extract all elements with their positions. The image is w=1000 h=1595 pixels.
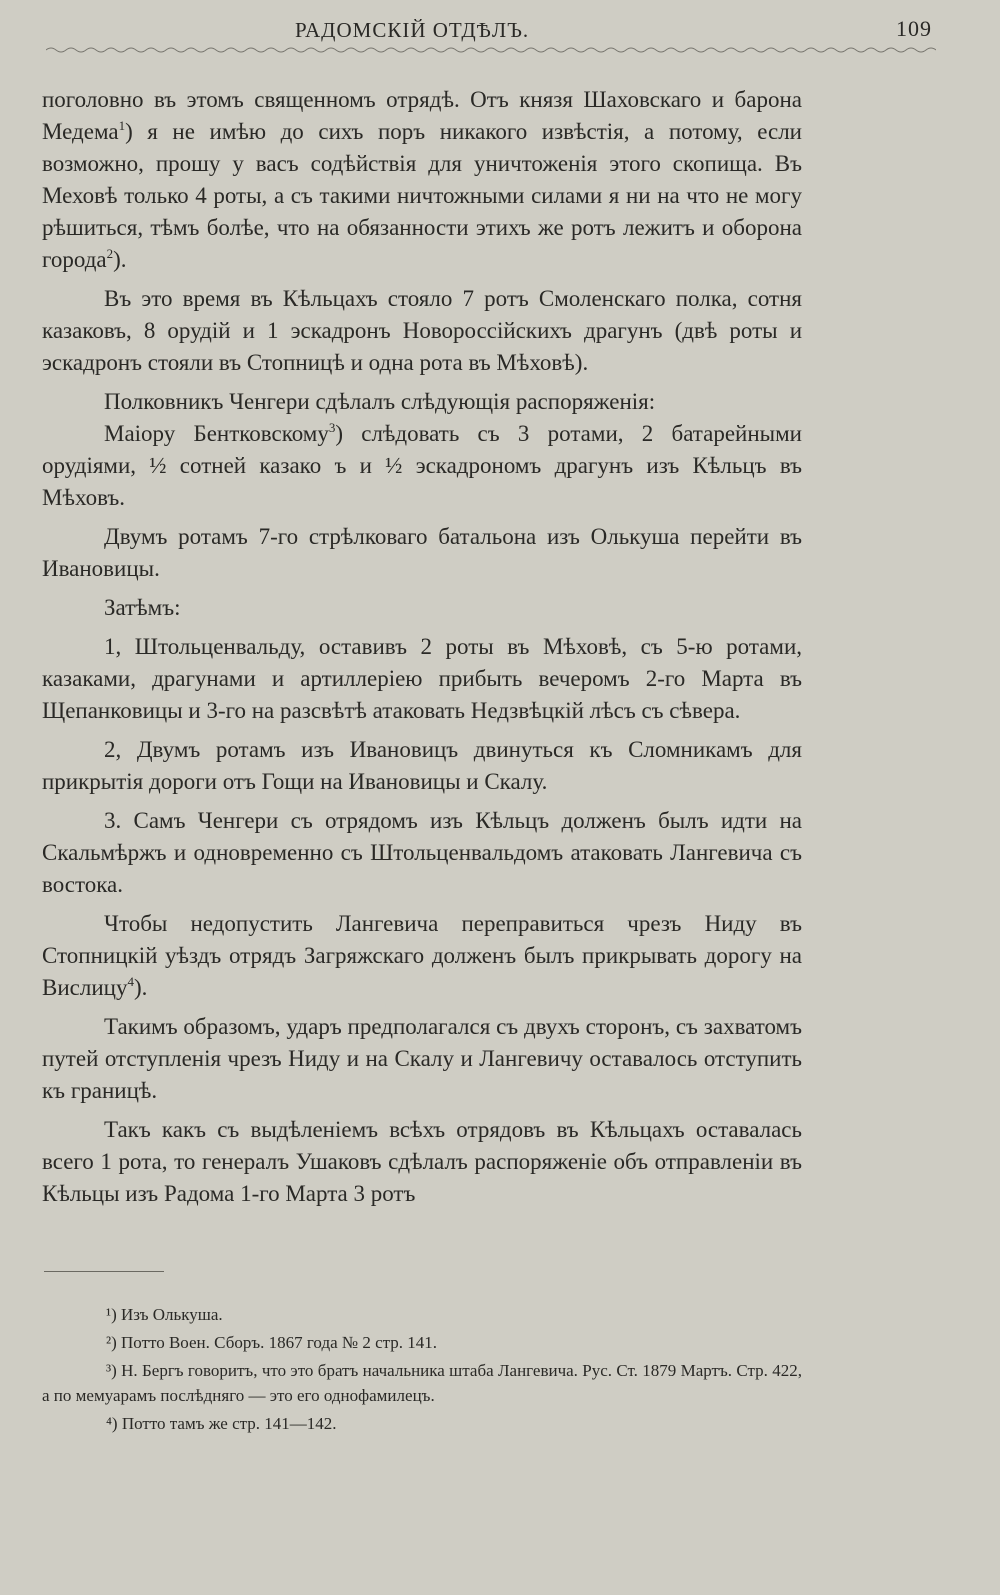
paragraph: [42, 418, 802, 514]
footnote: [42, 1358, 802, 1408]
paragraph-text: Такъ какъ съ выдѣленіемъ всѣхъ отрядовъ въ Кѣльцахъ оставалась всего 1 рота, то генералъ Ушаковъ сдѣлалъ распоряженіе объ отправленіи въ Кѣльцы изъ Радома 1-го Марта 3 ротъ: [42, 1117, 802, 1206]
paragraph-text: я не имѣю до сихъ поръ никакого извѣстія, а потому, если возможно, прошу у васъ содѣйствія для уничтоженія этого скопища. Въ Меховѣ только 4 роты, а съ такими ничтожными силами я ни на что не могу рѣшиться, тѣмъ болѣе, что на обязанности этихъ же ротъ лежитъ и оборона города: [42, 119, 802, 272]
paragraph: [42, 592, 802, 624]
footnote-ref: 3: [328, 420, 336, 435]
paragraph: поголовно въ этомъ священномъ отрядѣ. Отъ князя Шаховскаго и барона Медема$^1$) я не имѣю до сихъ поръ никакого извѣстія, а потому, если возможно, прошу у васъ содѣйствія для уничтоженія этого скопища. Въ Меховѣ только 4 роты, а съ такими ничтожными силами я ни на что не могу рѣшиться, тѣмъ болѣе, что на обязанности этихъ же ротъ лежитъ и оборона города$^2$).: [42, 87, 802, 272]
footnotes: [42, 1302, 802, 1439]
paragraph-text: ) слѣдовать съ 3 ротами, 2 батарейными орудіями, ½ сотней казако ъ и ½ эскадрономъ драгунъ изъ Кѣльцъ въ Мѣховъ.: [42, 421, 802, 510]
paragraph-text: Маіору Бентковскому: [104, 421, 329, 446]
paragraph: [42, 908, 802, 1004]
paragraph: [42, 283, 802, 379]
footnote-text: Изъ Олькуша.: [121, 1305, 223, 1324]
footnote-text: Потто Воен. Сборъ. 1867 года № 2 стр. 141.: [121, 1333, 438, 1352]
footnote-ref: 4: [127, 974, 134, 989]
paragraph-text: Затѣмъ:: [104, 595, 181, 620]
footnote-mark: ⁴): [106, 1414, 118, 1433]
paragraph: [42, 1114, 802, 1210]
footnote: [42, 1330, 802, 1355]
footnote-mark: ³): [106, 1361, 117, 1380]
footnote-ref: 2: [106, 246, 114, 261]
main-text: [42, 84, 802, 1217]
paragraph-text: Полковникъ Ченгери сдѣлалъ слѣдующія распоряженія:: [104, 389, 656, 414]
paragraph: [42, 631, 802, 727]
page-number: 109: [896, 16, 932, 41]
running-title: РАДОМСКІЙ ОТДѢЛЪ.: [295, 18, 530, 42]
footnote-ref: 1: [118, 118, 126, 133]
footnote-text: Н. Бергъ говоритъ, что это братъ начальника штаба Лангевича. Рус. Ст. 1879 Мартъ. Стр. 422, а по мемуарамъ послѣдняго — это его однофамилецъ.: [42, 1361, 802, 1405]
footnote-text: Потто тамъ же стр. 141—142.: [121, 1414, 337, 1433]
paragraph: [42, 805, 802, 901]
footnote: [42, 1302, 802, 1327]
paragraph-text: ).: [113, 247, 127, 272]
paragraph-text: 3. Самъ Ченгери съ отрядомъ изъ Кѣльцъ долженъ былъ идти на Скальмѣржъ и одновременно съ Штольценвальдомъ атаковать Лангевича съ востока.: [42, 808, 802, 897]
paragraph: [42, 734, 802, 798]
paragraph-text: 1, Штольценвальду, оставивъ 2 роты въ Мѣховѣ, съ 5-ю ротами, казаками, драгунами и артиллеріею прибыть вечеромъ 2-го Марта въ Щепанковицы и 3-го на разсвѣтѣ атаковать Недзвѣцкій лѣсъ съ сѣвера.: [42, 634, 802, 723]
page-header: [42, 14, 932, 48]
paragraph-text: 2, Двумъ ротамъ изъ Ивановицъ двинуться къ Сломникамъ для прикрытія дороги отъ Гощи на Ивановицы и Скалу.: [42, 737, 802, 794]
footnote: [42, 1411, 802, 1436]
paragraph: [42, 386, 802, 418]
paragraph: [42, 1011, 802, 1107]
footnote-mark: ²): [106, 1333, 117, 1352]
paragraph-text: ).: [133, 975, 148, 1000]
paragraph-text: Въ это время въ Кѣльцахъ стояло 7 ротъ Смоленскаго полка, сотня казаковъ, 8 орудій и 1 эскадронъ Новороссійскихъ драгунъ (двѣ роты и эскадронъ стояли въ Стопницѣ и одна рота въ Мѣховѣ).: [42, 286, 802, 375]
paragraph-text: Двумъ ротамъ 7-го стрѣлковаго батальона изъ Олькуша перейти въ Ивановицы.: [42, 524, 802, 581]
paragraph: [42, 521, 802, 585]
footnote-mark: ¹): [106, 1305, 117, 1324]
paragraph-text: Такимъ образомъ, ударъ предполагался съ двухъ сторонъ, съ захватомъ путей отступленія чрезъ Ниду и на Скалу и Лангевичу оставалось отступить къ границѣ.: [42, 1014, 802, 1103]
footnote-divider: [44, 1271, 164, 1272]
paragraph-text: Чтобы недопустить Лангевича переправиться чрезъ Ниду въ Стопницкій уѣздъ отрядъ Загряжскаго долженъ былъ прикрывать дорогу на Вислицу: [42, 911, 802, 1000]
paragraph-text: поголовно въ этомъ священномъ отрядѣ. Отъ князя Шаховскаго и барона Медема: [42, 87, 802, 144]
header-wavy-rule: [46, 46, 936, 54]
